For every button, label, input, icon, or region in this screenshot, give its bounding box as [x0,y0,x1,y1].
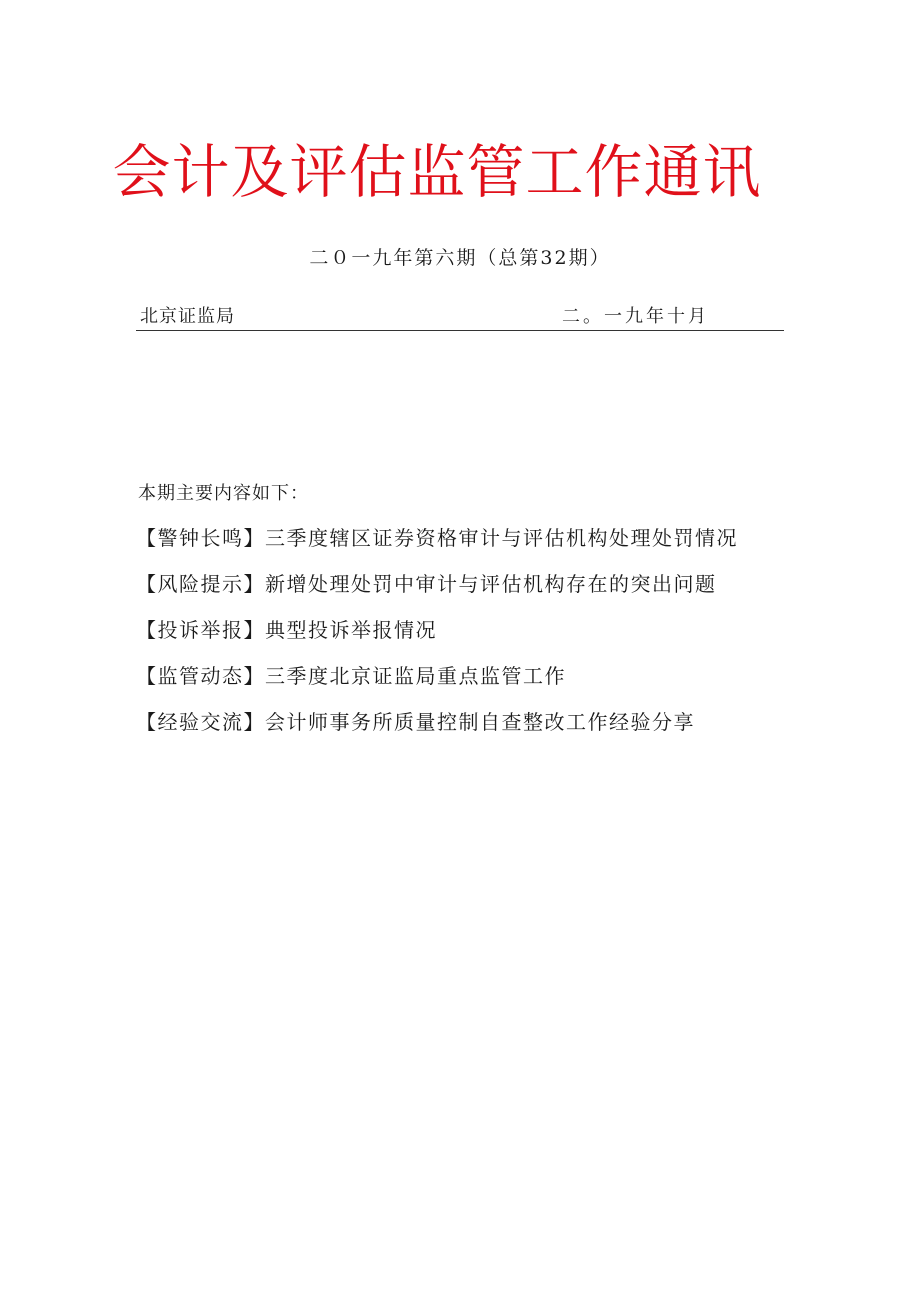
contents-item [136,662,738,708]
issuer-name: 北京证监局 [140,306,235,327]
contents-item-tag: 【经验交流】 [136,710,265,734]
contents-item [136,616,738,662]
issue-date: 二。一九年十月 [562,306,709,327]
contents-item-text: 新增处理处罚中审计与评估机构存在的突出问题 [265,572,717,596]
page-title: 会计及评估监管工作通讯 [112,138,762,206]
contents-item [136,524,738,570]
contents-item-tag: 【警钟长鸣】 [136,526,265,550]
contents-list [136,524,738,754]
contents-item-tag: 【投诉举报】 [136,618,265,642]
contents-item-tag: 【风险提示】 [136,572,265,596]
contents-item [136,708,738,754]
contents-item-text: 典型投诉举报情况 [265,618,437,642]
contents-item-tag: 【监管动态】 [136,664,265,688]
contents-item-text: 三季度辖区证券资格审计与评估机构处理处罚情况 [265,526,738,550]
contents-item-text: 会计师事务所质量控制自查整改工作经验分享 [265,710,695,734]
masthead-row [136,304,784,331]
contents-item [136,570,738,616]
contents-item-text: 三季度北京证监局重点监管工作 [265,664,566,688]
issue-number: 二０一九年第六期（总第32期） [309,247,611,269]
contents-intro: 本期主要内容如下： [138,483,309,504]
